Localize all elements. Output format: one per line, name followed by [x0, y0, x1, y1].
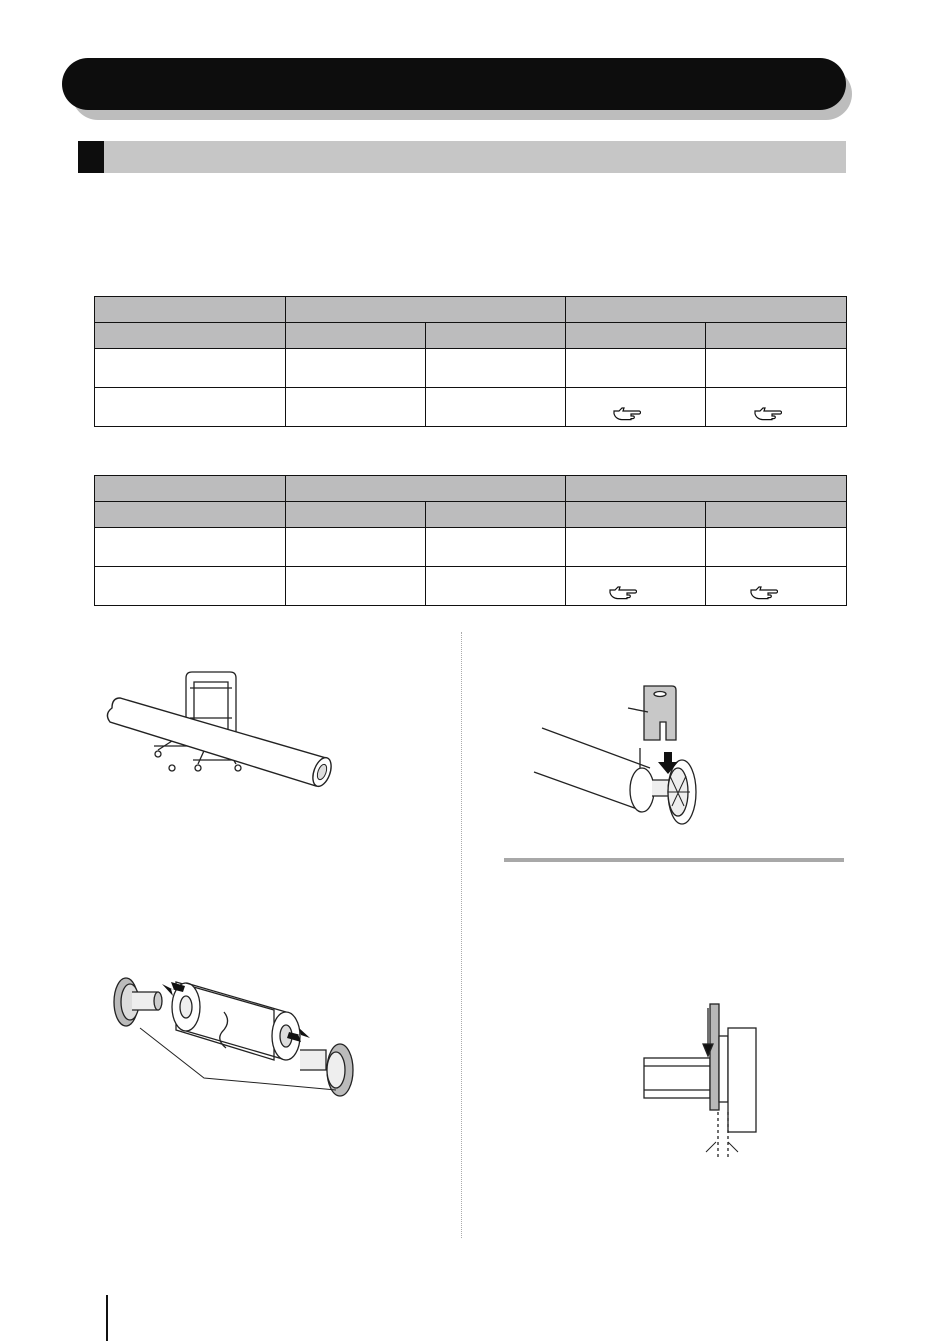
table-cell: [286, 388, 426, 427]
subheader-cell: [286, 323, 426, 349]
table-subheader-row: [95, 502, 847, 528]
table-cell: [286, 528, 426, 567]
header-cell: [95, 476, 286, 502]
column-divider: [461, 632, 462, 1238]
table-cell: [566, 528, 706, 567]
pointing-hand-icon: [613, 407, 641, 421]
subheader-cell: [426, 323, 566, 349]
table-cell-with-reference: [706, 567, 847, 606]
table-cell: [426, 349, 566, 388]
table-cell: [706, 528, 847, 567]
table-cell: [286, 567, 426, 606]
section-heading-bar: [78, 141, 846, 173]
header-cell: [286, 297, 566, 323]
table-cell: [95, 528, 286, 567]
table-row: [95, 528, 847, 567]
header-cell: [95, 297, 286, 323]
table-cell-with-reference: [566, 388, 706, 427]
subheader-cell: [95, 323, 286, 349]
table-cell: [706, 349, 847, 388]
header-cell: [566, 297, 847, 323]
table-cell: [95, 349, 286, 388]
roll-holder-flanges-illustration: [104, 972, 366, 1106]
subheader-cell: [706, 323, 847, 349]
table-cell: [426, 388, 566, 427]
paper-roll-on-stand-illustration: [98, 668, 338, 798]
table-row: [95, 567, 847, 606]
table-cell: [566, 349, 706, 388]
table-header-row: [95, 297, 847, 323]
table-row: [95, 388, 847, 427]
section-marker: [78, 141, 104, 173]
header-cell: [566, 476, 847, 502]
table-cell: [95, 567, 286, 606]
page-edge-rule: [106, 1295, 108, 1341]
spec-table-1: [94, 296, 847, 427]
pointing-hand-icon: [609, 586, 637, 600]
subheader-cell: [426, 502, 566, 528]
table-cell-with-reference: [566, 567, 706, 606]
subheader-cell: [706, 502, 847, 528]
positioning-gauge-illustration: [528, 682, 728, 842]
header-cell: [286, 476, 566, 502]
table-header-row: [95, 476, 847, 502]
table-cell: [426, 528, 566, 567]
table-cell-with-reference: [706, 388, 847, 427]
subheader-cell: [95, 502, 286, 528]
chapter-title-bar: [62, 58, 846, 110]
flange-alignment-detail-illustration: [640, 1000, 770, 1170]
subheader-cell: [566, 323, 706, 349]
spec-table-2: [94, 475, 847, 606]
table-cell: [286, 349, 426, 388]
table-subheader-row: [95, 323, 847, 349]
subheader-cell: [566, 502, 706, 528]
subheader-cell: [286, 502, 426, 528]
table-row: [95, 349, 847, 388]
pointing-hand-icon: [750, 586, 778, 600]
subheading-rule: [504, 858, 844, 862]
table-cell: [426, 567, 566, 606]
table-cell: [95, 388, 286, 427]
pointing-hand-icon: [754, 407, 782, 421]
